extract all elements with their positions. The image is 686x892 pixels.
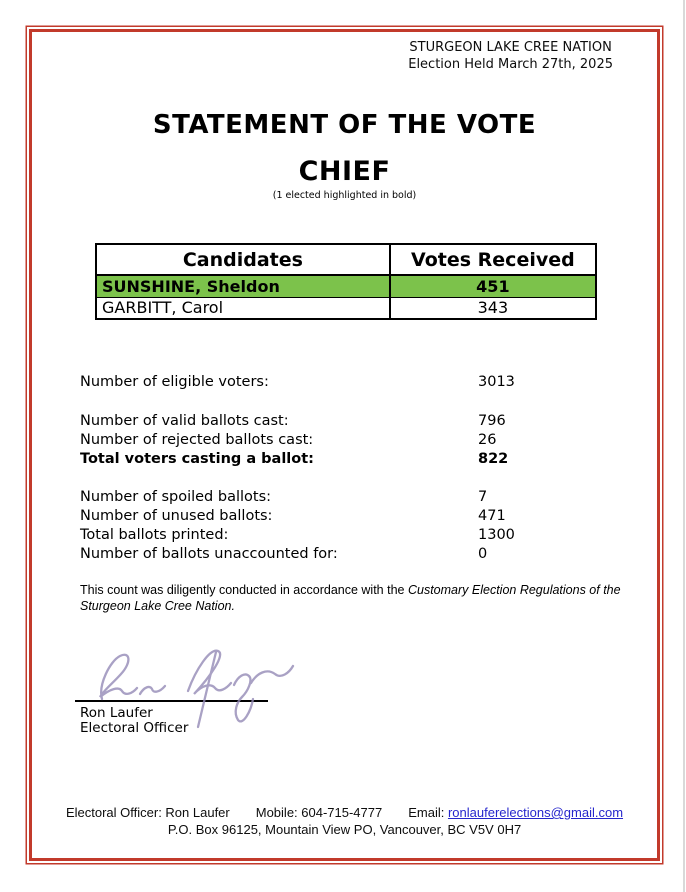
email-link[interactable]: ronlauferelections@gmail.com xyxy=(447,805,624,820)
signature-image xyxy=(88,639,298,739)
footer-mobile: Mobile: 604-715-4777 xyxy=(255,805,383,820)
column-header-candidates: Candidates xyxy=(96,244,390,275)
stat-ballots-unaccounted: Number of ballots unaccounted for: 0 xyxy=(80,546,488,562)
candidate-name: GARBITT, Carol xyxy=(96,297,390,319)
signatory-title: Electoral Officer xyxy=(80,720,189,736)
votes-received: 451 xyxy=(390,275,596,297)
regulations-reference: Customary Election Regulations of the Sturgeon Lake Cree Nation. xyxy=(80,583,621,613)
position-title: CHIEF xyxy=(298,156,391,187)
column-header-votes: Votes Received xyxy=(390,244,596,275)
stat-spoiled-ballots: Number of spoiled ballots: 7 xyxy=(80,489,488,505)
contact-footer xyxy=(32,804,657,838)
table-row xyxy=(96,297,596,319)
document-page xyxy=(29,29,660,861)
org-name: STURGEON LAKE CREE NATION xyxy=(409,40,612,55)
votes-received: 343 xyxy=(390,297,596,319)
stat-eligible-voters: Number of eligible voters: 3013 xyxy=(80,374,515,390)
ballot-statistics xyxy=(80,373,560,564)
signatory-name: Ron Laufer xyxy=(80,705,153,721)
footer-officer: Electoral Officer: Ron Laufer xyxy=(65,805,230,820)
results-table xyxy=(95,243,597,320)
candidate-name: SUNSHINE, Sheldon xyxy=(96,275,390,297)
table-header-row xyxy=(96,244,596,275)
subtitle-note: (1 elected highlighted in bold) xyxy=(272,190,417,201)
footer-email: Email: ronlauferelections@gmail.com xyxy=(408,805,624,820)
stat-ballots-printed: Total ballots printed: 1300 xyxy=(80,527,515,543)
signature-block xyxy=(80,645,340,775)
stat-rejected-ballots: Number of rejected ballots cast: 26 xyxy=(80,431,497,448)
page-title: STATEMENT OF THE VOTE xyxy=(152,110,537,140)
footer-address: P.O. Box 96125, Mountain View PO, Vancouver, BC V5V 0H7 xyxy=(167,822,522,837)
certification-text: This count was diligently conducted in accordance with the Customary Election Regulations of the Sturgeon Lake Cree Nation. xyxy=(80,583,621,613)
footer-contact-line xyxy=(32,804,657,821)
stat-total-voters: Total voters casting a ballot: 822 xyxy=(80,450,509,467)
table-row-elected xyxy=(96,275,596,297)
stat-valid-ballots: Number of valid ballots cast: 796 xyxy=(80,412,506,429)
viewer-edge-artifact xyxy=(683,0,685,892)
election-date: Election Held March 27th, 2025 xyxy=(408,56,613,72)
document-header xyxy=(408,40,613,73)
stat-unused-ballots: Number of unused ballots: 471 xyxy=(80,508,506,524)
